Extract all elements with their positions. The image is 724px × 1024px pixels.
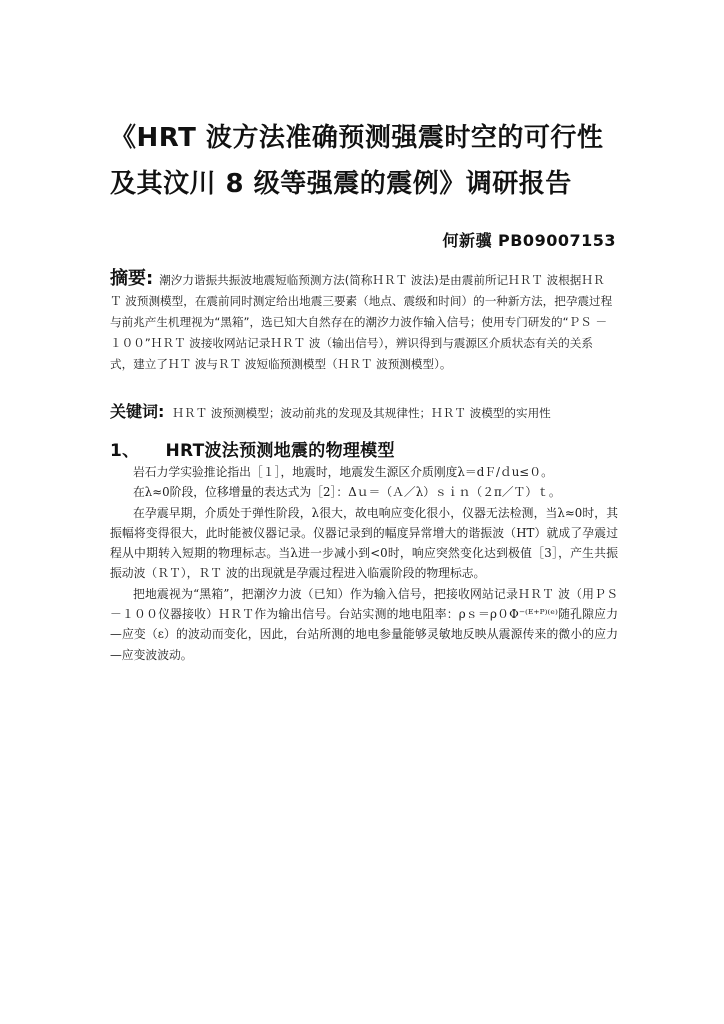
paragraph: 把地震视为“黑箱”，把潮汐力波（已知）作为输入信号，把接收网站记录ＨＲＴ 波（用ＰＳ －１００仪器接收）ＨＲＴ作为输出信号。台站实测的地电阻率：ρｓ＝ρ０Φ⁻⁽ᴱ⁺ᴾ⁾⁽ᵉ⁾随孔隙应力—应变（ε）的波动而变化，因此，台站所测的地电参量能够灵敏地反映从震源传来的微小的应力—应变波波动。 (110, 586, 618, 662)
abstract-label: 摘要: (110, 268, 154, 289)
paragraph: 在λ≈0阶段，位移增量的表达式为［2］：Δｕ＝（Ａ／λ）ｓｉｎ（２π／Ｔ）ｔ。 (133, 485, 561, 500)
keywords-block (110, 402, 620, 423)
section-number: 1、 (110, 441, 140, 461)
section-title: HRT波法预测地震的物理模型 (165, 441, 395, 461)
abstract-text: 潮汐力谐振共振波地震短临预测方法(简称ＨＲＴ 波法)是由震前所记ＨＲＴ 波根据ＨＲＴ 波预测模型，在震前同时测定给出地震三要素（地点、震级和时间）的一种新方法，把孕震过程与前兆产生机理视为“黑箱”，选已知大自然存在的潮汐力波作输入信号；使用专门研发的“ＰＳ －１００”ＨＲＴ 波接收网站记录ＨＲＴ 波（输出信号），辨识得到与震源区介质状态有关的关系式，建立了ＨＴ 波与ＲＴ 波短临预测模型（ＨＲＴ 波预测模型）。 (110, 273, 613, 371)
paragraph: 在孕震早期，介质处于弹性阶段，λ很大，故电响应变化很小，仪器无法检测，当λ≈0时，其振幅将变得很大，此时能被仪器记录。仪器记录到的幅度异常增大的谐振波（HT）就成了孕震过程从中期转入短期的物理标志。当λ进一步减小到<0时，响应突然变化达到极值［3］，产生共振振动波（ＲＴ），ＲＴ 波的出现就是孕震过程进入临震阶段的物理标志。 (110, 505, 618, 581)
keywords-text: ＨＲＴ 波预测模型；波动前兆的发现及其规律性；ＨＲＴ 波模型的实用性 (172, 406, 551, 420)
paragraph: 岩石力学实验推论指出［１］，地震时，地震发生源区介质刚度λ＝dＦ/ｄu≤０。 (133, 465, 553, 479)
section-heading (110, 436, 395, 461)
author-line: 何新骥 PB09007153 (442, 231, 616, 250)
section-body (110, 462, 618, 665)
keywords-label: 关键词: (110, 402, 165, 421)
title-line-2: 及其汶川 8 级等强震的震例》调研报告 (110, 169, 572, 199)
abstract-block (110, 268, 616, 375)
title-line-1: 《HRT 波方法准确预测强震时空的可行性 (110, 123, 604, 153)
document-title (110, 115, 630, 207)
